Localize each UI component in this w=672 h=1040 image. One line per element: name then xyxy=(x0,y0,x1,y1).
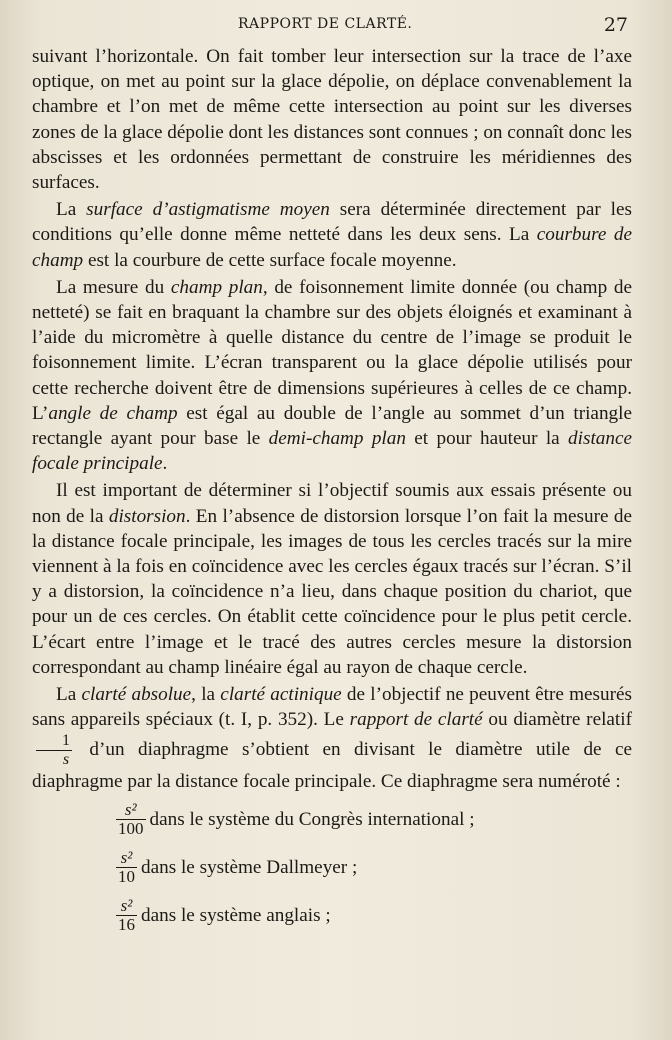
paragraph-3: La mesure du champ plan, de foisonnement limite donnée (ou champ de netteté) se fait en braquant la chambre sur des objets éloignés et examinant à l’aide du micromètre à quelle distance du centre de l’image se produit le foisonnement limite. L’écran transparent ou la glace dépolie utilisés pour cette recherche doivent être de dimensions supérieures à celles de ce champ. L’angle de champ est égal au double de l’angle au sommet d’un triangle rectangle ayant pour base le demi-champ plan et pour hauteur la distance focale principale. xyxy=(32,276,632,475)
page-number: 27 xyxy=(603,14,628,36)
fraction-s2-over-10: $\frac{\text{s²}}{10}$ xyxy=(118,848,135,887)
formula-label: dans le système anglais ; xyxy=(141,905,331,927)
fraction-one-over-s: $\frac{1}{s}$ xyxy=(36,732,72,769)
page-body xyxy=(32,44,632,941)
formula-label: dans le système du Congrès international ; xyxy=(149,809,475,831)
term-distance-focale: distance focale principale xyxy=(32,428,632,475)
term-courbure-champ: courbure de champ xyxy=(32,224,632,271)
term-distorsion: distorsion xyxy=(108,505,186,527)
term-demi-champ-plan: demi-champ plan xyxy=(268,428,406,450)
fraction-s2-over-100: $\frac{\text{s²}}{100}$ xyxy=(118,800,144,839)
term-clarte-absolue: clarté absolue xyxy=(81,684,192,706)
paragraph-1: suivant l’horizontale. On fait tomber leur intersection sur la trace de l’axe optique, on met au point sur la glace dépolie, on déplace convenablement la chambre et l’on met de même cette intersection au point sur les diverses zones de la glace dépolie dont les distances sont connues ; on connaît donc les abscisses et les ordonnées permettant de construire les méridiennes des surfaces. xyxy=(32,46,632,194)
page-header xyxy=(0,14,672,38)
formula-dallmeyer xyxy=(112,845,632,891)
paragraph-2: La surface d’astigmatisme moyen sera déterminée directement par les conditions qu’elle donne même netteté dans les deux sens. La courbure de champ est la courbure de cette surface focale moyenne. xyxy=(32,199,632,271)
paragraph-5: La clarté absolue, la clarté actinique de l’objectif ne peuvent être mesurés sans appareils spéciaux (t. I, p. 352). Le rapport de clarté ou diamètre relatif $\frac{1}{s}$ d’un diaphragme s’obtient en divisant le diamètre utile de ce diaphragme par la distance focale principale. Ce diaphragme sera numéroté : xyxy=(32,684,632,793)
term-champ-plan: champ plan xyxy=(170,276,263,298)
term-angle-champ: angle de champ xyxy=(48,402,178,424)
fraction-s2-over-16: $\frac{\text{s²}}{16}$ xyxy=(118,896,135,935)
formula-label: dans le système Dallmeyer ; xyxy=(141,857,358,879)
term-clarte-actinique: clarté actinique xyxy=(220,684,342,706)
running-head: RAPPORT DE CLARTÉ. xyxy=(238,16,413,32)
term-rapport-clarte: rapport de clarté xyxy=(349,709,483,731)
paragraph-4: Il est important de déterminer si l’objectif soumis aux essais présente ou non de la distorsion. En l’absence de distorsion lorsque l’on fait la mesure de la distance focale principale, les images de tous les cercles tracés sur la mire viennent à la fois en coïncidence avec les cercles égaux tracés sur l’écran. S’il y a distorsion, la coïncidence n’a lieu, dans chaque position du chariot, que pour un de ces cercles. On établit cette coïncidence pour le plus petit cercle. L’écart entre l’image et le tracé des autres cercles mesure la distorsion correspondant au champ linéaire égal au rayon de chaque cercle. xyxy=(32,480,632,678)
term-surface-astigmatisme: surface d’astigmatisme moyen xyxy=(86,199,330,221)
formula-anglais xyxy=(112,893,632,939)
formula-congres xyxy=(112,797,632,843)
